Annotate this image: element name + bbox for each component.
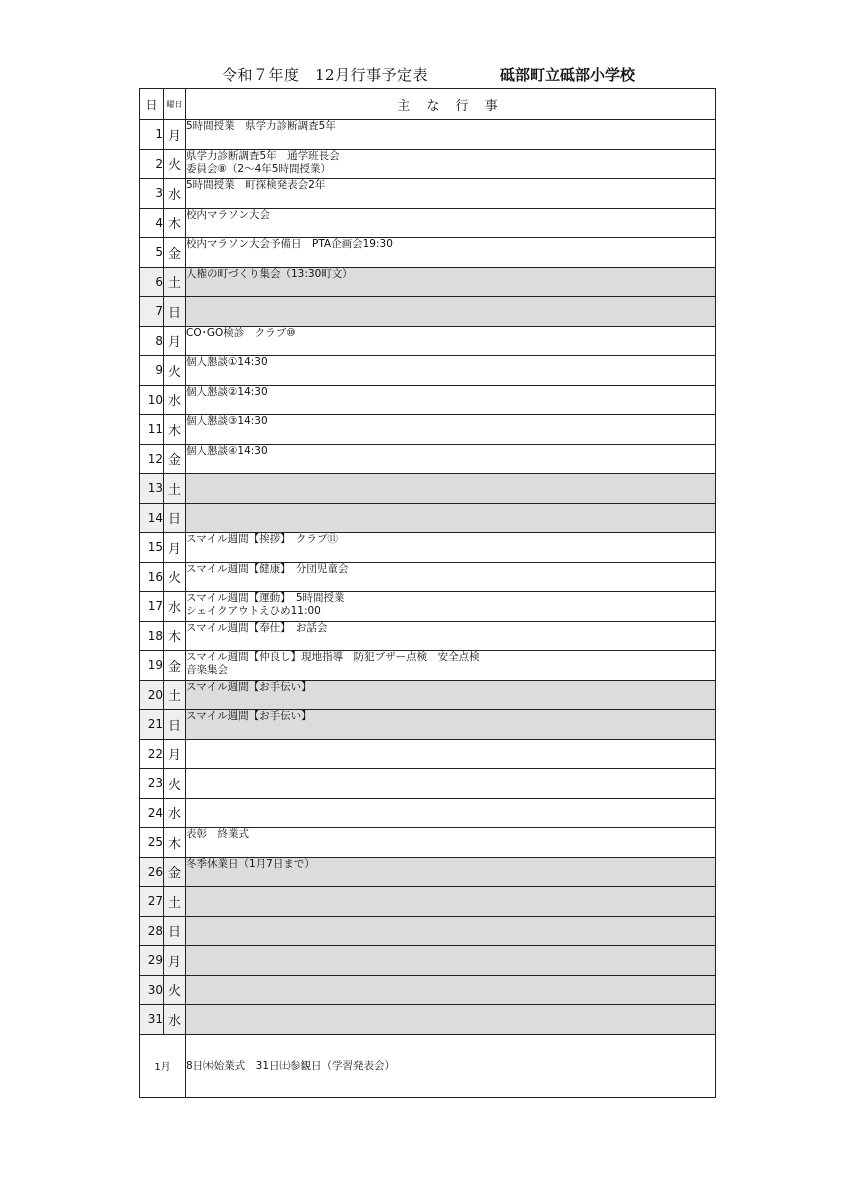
events-cell: 個人懇談④14:30 (186, 444, 716, 474)
events-cell: 表彰 終業式 (186, 828, 716, 858)
table-row (140, 739, 716, 769)
day-number: 27 (140, 887, 164, 917)
events-cell (186, 503, 716, 533)
footer-month-label: 1月 (140, 1034, 186, 1097)
table-row (140, 651, 716, 681)
weekday-cell: 土 (164, 267, 186, 297)
events-cell: スマイル週間【健康】 分団児童会 (186, 562, 716, 592)
events-cell: スマイル週間【仲良し】現地指導 防犯ブザー点検 安全点検 音楽集会 (186, 651, 716, 681)
weekday-cell: 水 (164, 179, 186, 209)
events-cell: 校内マラソン大会予備日 PTA企画会19:30 (186, 238, 716, 268)
day-number: 20 (140, 680, 164, 710)
events-cell (186, 297, 716, 327)
table-row (140, 503, 716, 533)
table-row (140, 385, 716, 415)
weekday-cell: 木 (164, 208, 186, 238)
weekday-cell: 土 (164, 680, 186, 710)
day-number: 19 (140, 651, 164, 681)
day-number: 23 (140, 769, 164, 799)
weekday-cell: 月 (164, 120, 186, 150)
day-number: 5 (140, 238, 164, 268)
table-row (140, 326, 716, 356)
weekday-cell: 木 (164, 621, 186, 651)
day-number: 24 (140, 798, 164, 828)
events-cell: 県学力診断調査5年 通学班長会 委員会⑧（2～4年5時間授業） (186, 149, 716, 179)
table-row (140, 238, 716, 268)
footer-events: 8日㈭始業式 31日㈯参観日（学習発表会） (186, 1034, 716, 1097)
table-row (140, 946, 716, 976)
table-row (140, 975, 716, 1005)
day-number: 2 (140, 149, 164, 179)
day-number: 28 (140, 916, 164, 946)
table-row (140, 297, 716, 327)
weekday-cell: 火 (164, 562, 186, 592)
events-cell: スマイル週間【挨拶】 クラブ⑪ (186, 533, 716, 563)
table-row (140, 916, 716, 946)
day-number: 15 (140, 533, 164, 563)
day-number: 11 (140, 415, 164, 445)
title-line (0, 62, 849, 86)
day-number: 8 (140, 326, 164, 356)
weekday-cell: 日 (164, 710, 186, 740)
footer-row (140, 1034, 716, 1097)
weekday-cell: 木 (164, 828, 186, 858)
day-number: 18 (140, 621, 164, 651)
weekday-cell: 木 (164, 415, 186, 445)
day-number: 9 (140, 356, 164, 386)
table-row (140, 356, 716, 386)
weekday-cell: 土 (164, 474, 186, 504)
document-title: 令和７年度 12月行事予定表 (222, 66, 429, 84)
events-cell: 個人懇談①14:30 (186, 356, 716, 386)
day-number: 16 (140, 562, 164, 592)
events-cell (186, 916, 716, 946)
events-cell (186, 887, 716, 917)
table-row (140, 444, 716, 474)
day-number: 12 (140, 444, 164, 474)
weekday-cell: 日 (164, 503, 186, 533)
schedule-table (139, 88, 716, 1098)
table-row (140, 267, 716, 297)
table-row (140, 621, 716, 651)
events-cell (186, 769, 716, 799)
day-number: 17 (140, 592, 164, 622)
day-number: 10 (140, 385, 164, 415)
school-name: 砥部町立砥部小学校 (500, 66, 636, 84)
table-row (140, 415, 716, 445)
weekday-cell: 水 (164, 592, 186, 622)
weekday-cell: 水 (164, 798, 186, 828)
weekday-cell: 月 (164, 946, 186, 976)
table-row (140, 680, 716, 710)
day-number: 25 (140, 828, 164, 858)
day-number: 22 (140, 739, 164, 769)
events-cell (186, 975, 716, 1005)
day-number: 3 (140, 179, 164, 209)
weekday-cell: 金 (164, 651, 186, 681)
weekday-cell: 水 (164, 1005, 186, 1035)
weekday-cell: 火 (164, 149, 186, 179)
weekday-cell: 水 (164, 385, 186, 415)
weekday-cell: 日 (164, 297, 186, 327)
table-row (140, 179, 716, 209)
day-number: 26 (140, 857, 164, 887)
events-cell: 冬季休業日（1月7日まで） (186, 857, 716, 887)
header-events: 主 な 行 事 (186, 89, 716, 120)
events-cell: 個人懇談③14:30 (186, 415, 716, 445)
table-row (140, 828, 716, 858)
weekday-cell: 日 (164, 916, 186, 946)
table-row (140, 149, 716, 179)
weekday-cell: 土 (164, 887, 186, 917)
weekday-cell: 火 (164, 356, 186, 386)
day-number: 7 (140, 297, 164, 327)
header-weekday: 曜日 (164, 89, 186, 120)
table-row (140, 769, 716, 799)
table-row (140, 798, 716, 828)
header-day: 日 (140, 89, 164, 120)
weekday-cell: 月 (164, 739, 186, 769)
events-cell (186, 739, 716, 769)
weekday-cell: 火 (164, 975, 186, 1005)
day-number: 14 (140, 503, 164, 533)
events-cell: スマイル週間【奉仕】 お話会 (186, 621, 716, 651)
day-number: 30 (140, 975, 164, 1005)
events-cell (186, 798, 716, 828)
weekday-cell: 火 (164, 769, 186, 799)
table-row (140, 208, 716, 238)
weekday-cell: 月 (164, 326, 186, 356)
table-row (140, 533, 716, 563)
table-row (140, 474, 716, 504)
weekday-cell: 金 (164, 857, 186, 887)
table-row (140, 562, 716, 592)
weekday-cell: 月 (164, 533, 186, 563)
day-number: 31 (140, 1005, 164, 1035)
table-row (140, 120, 716, 150)
day-number: 13 (140, 474, 164, 504)
events-cell: 5時間授業 町探検発表会2年 (186, 179, 716, 209)
table-row (140, 592, 716, 622)
schedule-body (140, 120, 716, 1035)
events-cell: 校内マラソン大会 (186, 208, 716, 238)
table-row (140, 887, 716, 917)
table-row (140, 857, 716, 887)
weekday-cell: 金 (164, 444, 186, 474)
events-cell: 人権の町づくり集会（13:30町文） (186, 267, 716, 297)
header-row (140, 89, 716, 120)
events-cell (186, 1005, 716, 1035)
table-row (140, 710, 716, 740)
events-cell: 個人懇談②14:30 (186, 385, 716, 415)
events-cell: 5時間授業 県学力診断調査5年 (186, 120, 716, 150)
day-number: 29 (140, 946, 164, 976)
events-cell: スマイル週間【お手伝い】 (186, 710, 716, 740)
day-number: 1 (140, 120, 164, 150)
events-cell: スマイル週間【お手伝い】 (186, 680, 716, 710)
events-cell (186, 474, 716, 504)
table-row (140, 1005, 716, 1035)
day-number: 4 (140, 208, 164, 238)
events-cell (186, 946, 716, 976)
events-cell: スマイル週間【運動】 5時間授業 シェイクアウトえひめ11:00 (186, 592, 716, 622)
day-number: 21 (140, 710, 164, 740)
events-cell: CO･GO検診 クラブ⑩ (186, 326, 716, 356)
weekday-cell: 金 (164, 238, 186, 268)
day-number: 6 (140, 267, 164, 297)
